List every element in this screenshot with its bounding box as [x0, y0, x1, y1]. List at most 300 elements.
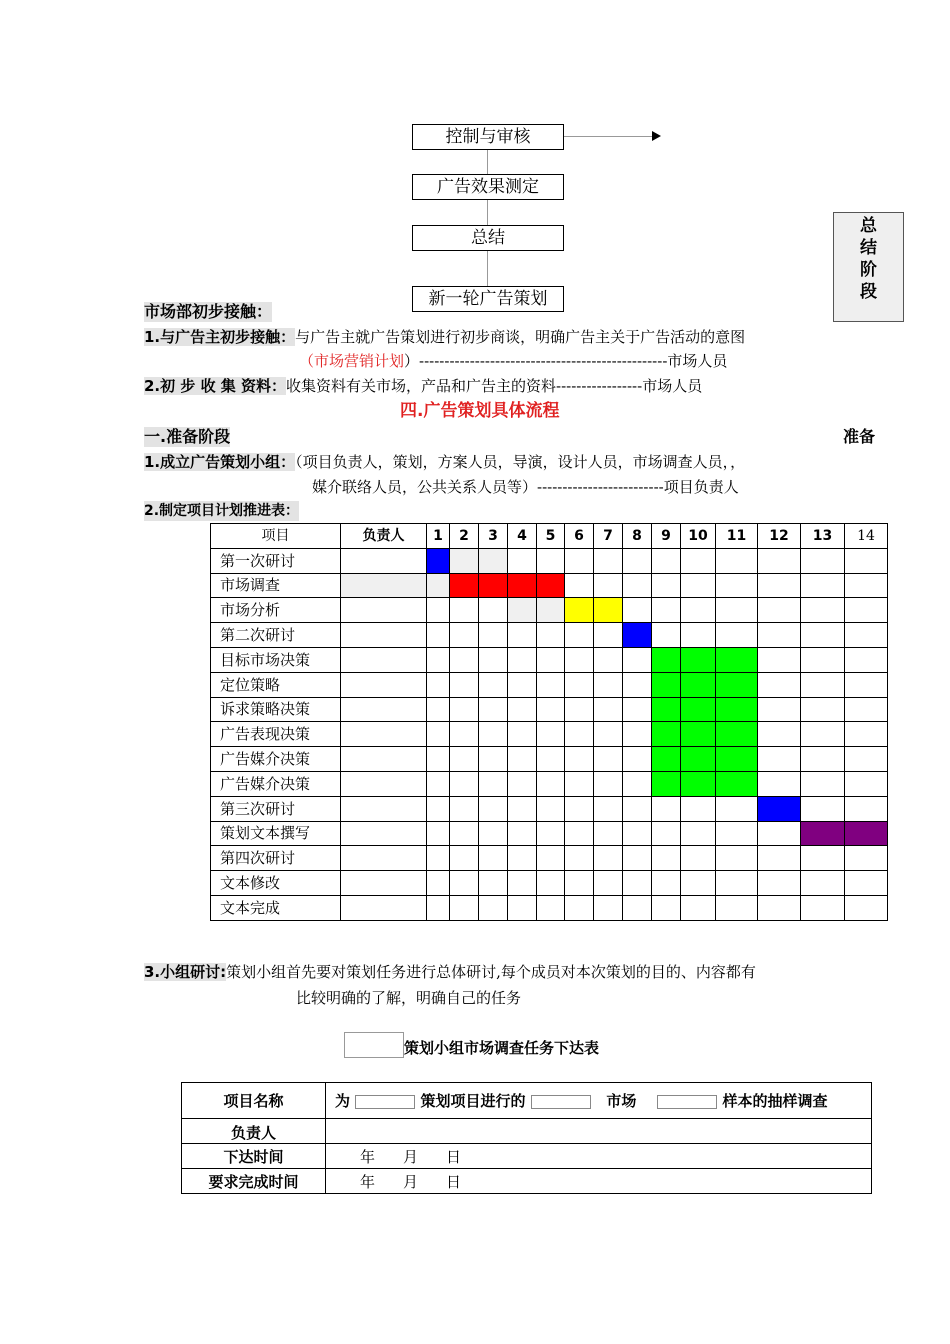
task-title: 策划小组市场调查任务下达表 — [404, 1039, 600, 1057]
gantt-cell — [427, 821, 450, 846]
gantt-cell — [623, 821, 652, 846]
task-row-owner-value — [326, 1119, 872, 1144]
gantt-cell — [427, 573, 450, 598]
gantt-cell — [758, 573, 801, 598]
gantt-row-owner — [341, 895, 427, 920]
prep-item-2-label: 2.制定项目计划推进表： — [144, 503, 300, 519]
gantt-bar-cell — [681, 747, 716, 772]
gantt-cell — [537, 722, 565, 747]
gantt-bar-cell — [716, 672, 758, 697]
gantt-row-owner — [341, 747, 427, 772]
market-item-1-text: 与广告主就广告策划进行初步商谈，明确广告主关于广告活动的意图 — [295, 328, 746, 346]
flow-connector — [487, 251, 488, 286]
market-item-2 — [144, 376, 702, 396]
gantt-bar-cell — [623, 623, 652, 648]
gantt-week-12: 12 — [758, 524, 801, 549]
task-title-blank — [344, 1032, 404, 1058]
gantt-week-5: 5 — [537, 524, 565, 549]
gantt-row-owner — [341, 697, 427, 722]
gantt-cell — [758, 647, 801, 672]
gantt-week-14: 14 — [845, 524, 888, 549]
gantt-row — [211, 598, 888, 623]
gantt-cell — [508, 821, 537, 846]
gantt-cell — [801, 796, 845, 821]
gantt-cell — [537, 672, 565, 697]
gantt-row-owner — [341, 548, 427, 573]
gantt-cell — [845, 548, 888, 573]
flow-box-control-review: 控制与审核 — [412, 124, 564, 150]
gantt-cell — [623, 697, 652, 722]
prep-item-1-text1: （项目负责人，策划，方案人员，导演，设计人员，市场调查人员，， — [295, 453, 746, 471]
gantt-row-label: 广告表现决策 — [211, 722, 341, 747]
gantt-cell — [681, 548, 716, 573]
gantt-cell — [845, 598, 888, 623]
gantt-week-11: 11 — [716, 524, 758, 549]
gantt-cell — [565, 796, 594, 821]
gantt-cell — [681, 895, 716, 920]
date-month: 月 — [403, 1147, 419, 1166]
gantt-table — [210, 523, 888, 921]
market-item-1-label: 1.与广告主初步接触： — [144, 328, 296, 346]
group-item — [144, 962, 756, 982]
gantt-cell — [565, 647, 594, 672]
gantt-cell — [681, 796, 716, 821]
gantt-bar-cell — [681, 697, 716, 722]
gantt-bar-cell — [681, 722, 716, 747]
gantt-row — [211, 895, 888, 920]
gantt-cell — [652, 895, 681, 920]
gantt-cell — [594, 722, 623, 747]
gantt-cell — [537, 895, 565, 920]
gantt-cell — [845, 623, 888, 648]
gantt-cell — [594, 647, 623, 672]
gantt-cell — [594, 697, 623, 722]
gantt-cell — [565, 697, 594, 722]
gantt-cell — [565, 895, 594, 920]
gantt-cell — [652, 846, 681, 871]
gantt-cell — [565, 573, 594, 598]
gantt-cell — [508, 598, 537, 623]
side-char: 段 — [860, 282, 877, 302]
gantt-cell — [537, 821, 565, 846]
task-row-due-label: 要求完成时间 — [182, 1169, 326, 1194]
gantt-cell — [450, 672, 479, 697]
gantt-cell — [565, 871, 594, 896]
gantt-row-label: 第四次研讨 — [211, 846, 341, 871]
gantt-cell — [565, 623, 594, 648]
task-row-name-label: 项目名称 — [182, 1083, 326, 1119]
gantt-bar-cell — [508, 573, 537, 598]
gantt-cell — [508, 623, 537, 648]
gantt-row — [211, 871, 888, 896]
date-year: 年 — [360, 1172, 376, 1191]
gantt-cell — [565, 771, 594, 796]
gantt-cell — [801, 771, 845, 796]
gantt-cell — [450, 895, 479, 920]
gantt-cell — [845, 871, 888, 896]
prep-right-label: 准备 — [843, 427, 876, 446]
flow-connector — [487, 200, 488, 225]
gantt-cell — [801, 623, 845, 648]
gantt-cell — [565, 846, 594, 871]
gantt-row-label: 文本修改 — [211, 871, 341, 896]
gantt-cell — [845, 796, 888, 821]
gantt-cell — [716, 598, 758, 623]
gantt-cell — [508, 771, 537, 796]
gantt-cell — [508, 722, 537, 747]
section-title: 四.广告策划具体流程 — [400, 401, 560, 421]
gantt-cell — [508, 747, 537, 772]
gantt-cell — [716, 846, 758, 871]
gantt-cell — [508, 895, 537, 920]
gantt-cell — [623, 895, 652, 920]
gantt-row — [211, 548, 888, 573]
gantt-cell — [845, 697, 888, 722]
date-day: 日 — [446, 1172, 462, 1191]
side-label-summary-stage — [833, 212, 904, 322]
gantt-cell — [801, 747, 845, 772]
gantt-head-item: 项目 — [211, 524, 341, 549]
gantt-row-owner — [341, 722, 427, 747]
gantt-cell — [508, 697, 537, 722]
gantt-cell — [450, 598, 479, 623]
gantt-cell — [565, 722, 594, 747]
gantt-bar-cell — [565, 598, 594, 623]
gantt-cell — [479, 796, 508, 821]
gantt-cell — [537, 871, 565, 896]
gantt-cell — [508, 647, 537, 672]
gantt-bar-cell — [716, 697, 758, 722]
market-item-1-cont — [299, 351, 727, 371]
gantt-cell — [758, 598, 801, 623]
gantt-week-8: 8 — [623, 524, 652, 549]
gantt-cell — [758, 722, 801, 747]
gantt-row-owner — [341, 598, 427, 623]
gantt-cell — [479, 771, 508, 796]
gantt-week-10: 10 — [681, 524, 716, 549]
gantt-cell — [427, 846, 450, 871]
gantt-row-label: 第三次研讨 — [211, 796, 341, 821]
gantt-cell — [479, 672, 508, 697]
gantt-cell — [623, 771, 652, 796]
gantt-cell — [845, 771, 888, 796]
gantt-cell — [594, 846, 623, 871]
task-row-name-value — [326, 1083, 872, 1119]
side-char: 结 — [860, 238, 877, 258]
gantt-cell — [479, 821, 508, 846]
gantt-week-13: 13 — [801, 524, 845, 549]
gantt-cell — [479, 548, 508, 573]
gantt-cell — [758, 846, 801, 871]
task-p2: 策划项目进行的 — [420, 1092, 526, 1110]
prep-item-1-label: 1.成立广告策划小组： — [144, 453, 296, 471]
gantt-cell — [801, 598, 845, 623]
gantt-row-label: 市场分析 — [211, 598, 341, 623]
gantt-cell — [594, 771, 623, 796]
gantt-cell — [623, 598, 652, 623]
gantt-week-7: 7 — [594, 524, 623, 549]
gantt-cell — [427, 647, 450, 672]
gantt-row — [211, 747, 888, 772]
gantt-cell — [479, 598, 508, 623]
gantt-week-3: 3 — [479, 524, 508, 549]
gantt-cell — [427, 672, 450, 697]
gantt-cell — [681, 846, 716, 871]
gantt-cell — [479, 647, 508, 672]
task-row-issue-value — [326, 1144, 872, 1169]
gantt-cell — [681, 623, 716, 648]
gantt-week-2: 2 — [450, 524, 479, 549]
gantt-cell — [450, 722, 479, 747]
gantt-cell — [758, 672, 801, 697]
gantt-cell — [845, 747, 888, 772]
gantt-row-label: 第二次研讨 — [211, 623, 341, 648]
gantt-cell — [450, 821, 479, 846]
gantt-bar-cell — [537, 573, 565, 598]
gantt-bar-cell — [716, 771, 758, 796]
gantt-cell — [716, 871, 758, 896]
gantt-cell — [537, 846, 565, 871]
gantt-row — [211, 647, 888, 672]
gantt-cell — [845, 573, 888, 598]
gantt-bar-cell — [652, 747, 681, 772]
gantt-bar-cell — [652, 722, 681, 747]
gantt-cell — [594, 821, 623, 846]
gantt-cell — [427, 771, 450, 796]
gantt-cell — [801, 871, 845, 896]
gantt-cell — [537, 747, 565, 772]
gantt-cell — [479, 722, 508, 747]
gantt-bar-cell — [716, 722, 758, 747]
gantt-bar-cell — [716, 747, 758, 772]
gantt-row-label: 广告媒介决策 — [211, 747, 341, 772]
gantt-cell — [716, 548, 758, 573]
gantt-cell — [479, 895, 508, 920]
gantt-cell — [594, 548, 623, 573]
prep-item-1 — [144, 452, 745, 472]
gantt-bar-cell — [479, 573, 508, 598]
gantt-cell — [450, 647, 479, 672]
gantt-cell — [427, 871, 450, 896]
market-item-1 — [144, 327, 745, 347]
gantt-row — [211, 846, 888, 871]
gantt-cell — [427, 623, 450, 648]
gantt-cell — [801, 895, 845, 920]
gantt-cell — [508, 846, 537, 871]
gantt-cell — [450, 796, 479, 821]
gantt-cell — [623, 747, 652, 772]
gantt-cell — [758, 697, 801, 722]
gantt-row-label: 广告媒介决策 — [211, 771, 341, 796]
gantt-cell — [758, 895, 801, 920]
gantt-row-label: 诉求策略决策 — [211, 697, 341, 722]
gantt-cell — [758, 771, 801, 796]
gantt-bar-cell — [681, 647, 716, 672]
paren-rest: ）-------------------------------------------------市场人员 — [404, 352, 728, 370]
marketing-plan-text: 市场营销计划 — [314, 352, 405, 370]
gantt-bar-cell — [716, 647, 758, 672]
gantt-cell — [427, 598, 450, 623]
gantt-cell — [801, 672, 845, 697]
gantt-cell — [623, 548, 652, 573]
gantt-cell — [565, 821, 594, 846]
gantt-cell — [758, 623, 801, 648]
market-heading: 市场部初步接触： — [144, 302, 273, 321]
date-day: 日 — [446, 1147, 462, 1166]
group-text-1: 策划小组首先要对策划任务进行总体研讨,每个成员对本次策划的目的、内容都有 — [226, 963, 756, 981]
gantt-cell — [594, 871, 623, 896]
gantt-bar-cell — [681, 771, 716, 796]
gantt-row-label: 策划文本撰写 — [211, 821, 341, 846]
gantt-cell — [508, 548, 537, 573]
group-label: 3.小组研讨: — [144, 963, 227, 981]
gantt-cell — [450, 846, 479, 871]
gantt-row-owner — [341, 846, 427, 871]
gantt-row-owner — [341, 871, 427, 896]
gantt-week-6: 6 — [565, 524, 594, 549]
gantt-cell — [537, 771, 565, 796]
date-month: 月 — [403, 1172, 419, 1191]
gantt-cell — [450, 697, 479, 722]
gantt-cell — [450, 871, 479, 896]
gantt-cell — [594, 796, 623, 821]
gantt-cell — [801, 846, 845, 871]
gantt-bar-cell — [652, 771, 681, 796]
gantt-cell — [427, 697, 450, 722]
gantt-bar-cell — [594, 598, 623, 623]
gantt-row-owner — [341, 771, 427, 796]
gantt-bar-cell — [450, 573, 479, 598]
paren-open: （ — [299, 352, 315, 370]
flow-arrow-head — [652, 131, 661, 141]
gantt-cell — [845, 647, 888, 672]
task-p1: 为 — [335, 1092, 351, 1110]
flow-arrow-line — [564, 136, 652, 137]
side-char: 阶 — [860, 260, 877, 280]
gantt-bar-cell — [758, 796, 801, 821]
gantt-bar-cell — [652, 672, 681, 697]
gantt-row-owner — [341, 672, 427, 697]
task-p4: 样本的抽样调查 — [722, 1092, 828, 1110]
gantt-cell — [537, 796, 565, 821]
gantt-week-4: 4 — [508, 524, 537, 549]
flow-connector — [487, 150, 488, 174]
gantt-cell — [801, 573, 845, 598]
gantt-row-owner — [341, 796, 427, 821]
market-item-2-text: 收集资料有关市场，产品和广告主的资料-----------------市场人员 — [286, 377, 703, 395]
gantt-cell — [716, 573, 758, 598]
gantt-row-owner — [341, 623, 427, 648]
gantt-cell — [623, 672, 652, 697]
task-p3: 市场 — [606, 1092, 637, 1110]
gantt-bar-cell — [652, 647, 681, 672]
gantt-cell — [427, 796, 450, 821]
task-row-owner-label: 负责人 — [182, 1119, 326, 1144]
flow-box-summary: 总结 — [412, 225, 564, 251]
gantt-cell — [652, 796, 681, 821]
gantt-cell — [508, 871, 537, 896]
gantt-cell — [652, 573, 681, 598]
gantt-cell — [652, 548, 681, 573]
market-item-2-label: 2.初 步 收 集 资料： — [144, 377, 287, 395]
gantt-cell — [594, 747, 623, 772]
gantt-cell — [758, 871, 801, 896]
gantt-row — [211, 697, 888, 722]
gantt-cell — [681, 871, 716, 896]
gantt-row-label: 目标市场决策 — [211, 647, 341, 672]
gantt-row — [211, 573, 888, 598]
gantt-cell — [537, 647, 565, 672]
gantt-cell — [537, 598, 565, 623]
gantt-row — [211, 672, 888, 697]
gantt-cell — [450, 771, 479, 796]
task-row-due-value — [326, 1169, 872, 1194]
gantt-cell — [623, 796, 652, 821]
gantt-cell — [479, 623, 508, 648]
gantt-cell — [845, 895, 888, 920]
gantt-cell — [565, 747, 594, 772]
gantt-cell — [652, 871, 681, 896]
gantt-bar-cell — [427, 548, 450, 573]
gantt-cell — [427, 895, 450, 920]
gantt-cell — [427, 747, 450, 772]
gantt-cell — [716, 623, 758, 648]
gantt-cell — [681, 573, 716, 598]
side-char: 总 — [860, 216, 877, 236]
group-text-2: 比较明确的了解，明确自己的任务 — [296, 989, 522, 1007]
gantt-cell — [758, 548, 801, 573]
gantt-cell — [479, 697, 508, 722]
gantt-cell — [681, 598, 716, 623]
flow-box-new-round: 新一轮广告策划 — [412, 286, 564, 312]
date-year: 年 — [360, 1147, 376, 1166]
gantt-cell — [594, 672, 623, 697]
gantt-cell — [801, 697, 845, 722]
gantt-cell — [758, 821, 801, 846]
gantt-row — [211, 722, 888, 747]
gantt-cell — [652, 821, 681, 846]
gantt-cell — [801, 647, 845, 672]
gantt-cell — [537, 697, 565, 722]
prep-heading: 一.准备阶段 — [144, 427, 231, 446]
gantt-row-label: 第一次研讨 — [211, 548, 341, 573]
task-row-issue-label: 下达时间 — [182, 1144, 326, 1169]
gantt-cell — [623, 846, 652, 871]
task-table — [181, 1082, 872, 1194]
gantt-row-owner — [341, 573, 427, 598]
gantt-bar-cell — [652, 697, 681, 722]
gantt-row — [211, 771, 888, 796]
gantt-cell — [716, 796, 758, 821]
gantt-cell — [801, 722, 845, 747]
gantt-cell — [479, 747, 508, 772]
gantt-row-label: 定位策略 — [211, 672, 341, 697]
gantt-cell — [623, 647, 652, 672]
gantt-cell — [623, 871, 652, 896]
gantt-cell — [537, 623, 565, 648]
gantt-head-owner: 负责人 — [341, 524, 427, 549]
gantt-cell — [450, 623, 479, 648]
gantt-bar-cell — [801, 821, 845, 846]
gantt-row-label: 市场调查 — [211, 573, 341, 598]
flow-box-effect-test: 广告效果测定 — [412, 174, 564, 200]
blank-field — [657, 1095, 717, 1109]
gantt-week-9: 9 — [652, 524, 681, 549]
blank-field — [531, 1095, 591, 1109]
gantt-row — [211, 821, 888, 846]
gantt-cell — [716, 821, 758, 846]
gantt-cell — [427, 722, 450, 747]
